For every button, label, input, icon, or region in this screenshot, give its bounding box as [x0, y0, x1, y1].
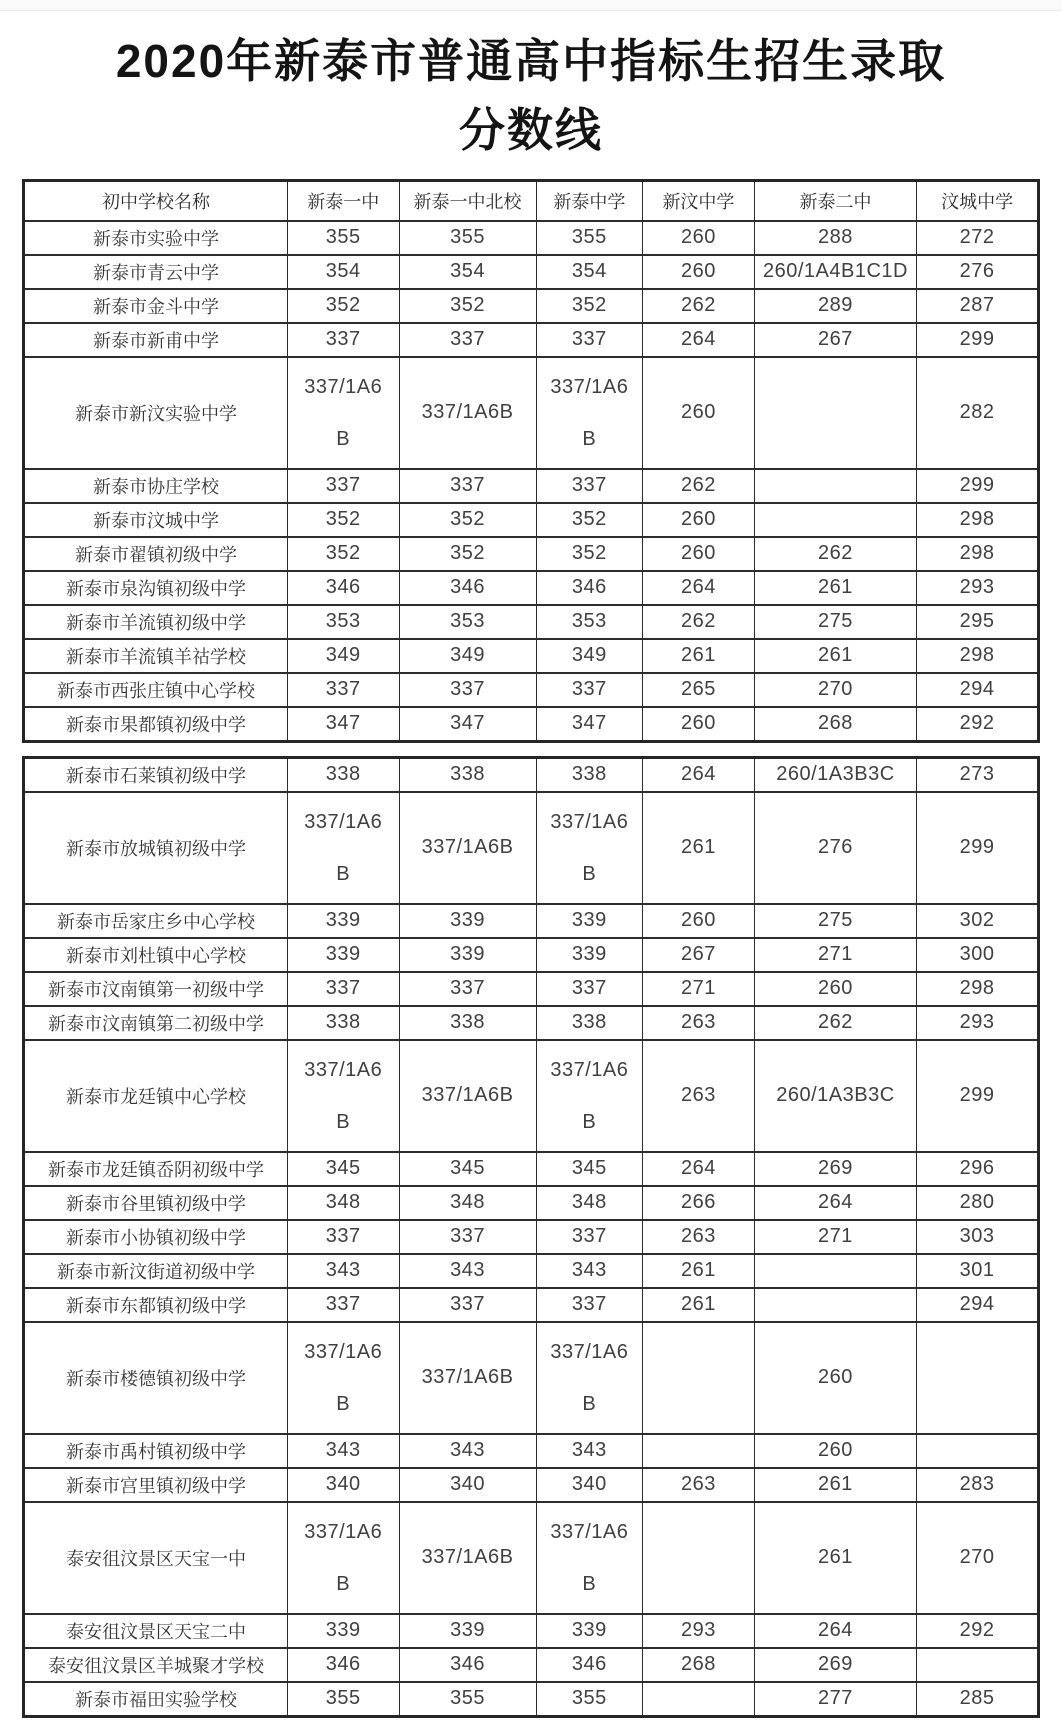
score-value-wrapped: 337/1A6B: [550, 1520, 629, 1595]
school-name-cell: 泰安徂汶景区羊城聚才学校: [24, 1648, 288, 1682]
score-cell: 337/1A6B: [399, 357, 536, 469]
score-cell: 265: [643, 673, 755, 707]
score-cell: 337: [536, 673, 643, 707]
score-cell: [536, 792, 643, 904]
score-cell: 294: [917, 1288, 1039, 1322]
score-cell: 339: [287, 938, 399, 972]
score-cell: 352: [287, 289, 399, 323]
score-cell: 345: [287, 1152, 399, 1186]
score-cell: 338: [536, 757, 643, 792]
column-header: 新泰一中: [287, 181, 399, 221]
score-cell: 337: [287, 972, 399, 1006]
score-cell: 264: [643, 1152, 755, 1186]
school-name-cell: 新泰市新汶实验中学: [24, 357, 288, 469]
score-cell: 273: [917, 757, 1039, 792]
score-cell: [917, 1322, 1039, 1434]
score-cell: 346: [536, 1648, 643, 1682]
table-row: [24, 1682, 1039, 1717]
score-cell: 260: [643, 537, 755, 571]
school-name-cell: 新泰市汶南镇第二初级中学: [24, 1006, 288, 1040]
score-cell: 337: [399, 323, 536, 357]
table-row: [24, 1434, 1039, 1468]
score-cell: 298: [917, 639, 1039, 673]
score-cell: 339: [536, 904, 643, 938]
column-header: 新泰二中: [754, 181, 916, 221]
score-cell: 293: [917, 571, 1039, 605]
score-value-wrapped: 337/1A6B: [304, 810, 383, 885]
score-cell: 345: [399, 1152, 536, 1186]
score-cell: 262: [643, 469, 755, 503]
column-header: 新泰中学: [536, 181, 643, 221]
score-cell: 348: [287, 1186, 399, 1220]
table-row: [24, 1288, 1039, 1322]
table-row: [24, 904, 1039, 938]
score-cell: 269: [754, 1648, 916, 1682]
school-name-cell: 新泰市禹村镇初级中学: [24, 1434, 288, 1468]
school-name-cell: 新泰市东都镇初级中学: [24, 1288, 288, 1322]
column-header: 汶城中学: [917, 181, 1039, 221]
score-cell: 340: [399, 1468, 536, 1502]
column-header: 新泰一中北校: [399, 181, 536, 221]
score-cell: 337/1A6B: [399, 1040, 536, 1152]
score-cell: 352: [536, 537, 643, 571]
table-row: [24, 938, 1039, 972]
score-cell: 301: [917, 1254, 1039, 1288]
score-cell: 352: [399, 537, 536, 571]
score-cell: 261: [643, 792, 755, 904]
score-cell: [643, 1434, 755, 1468]
school-name-cell: 新泰市协庄学校: [24, 469, 288, 503]
score-cell: [917, 1434, 1039, 1468]
score-cell: 338: [399, 757, 536, 792]
score-cell: [754, 1288, 916, 1322]
table-row: [24, 639, 1039, 673]
score-cell: 348: [399, 1186, 536, 1220]
score-tables-container: [0, 179, 1062, 1728]
score-cell: 353: [287, 605, 399, 639]
score-cell: 268: [754, 707, 916, 742]
score-cell: 267: [754, 323, 916, 357]
score-value-wrapped: 337/1A6B: [550, 1058, 629, 1133]
score-cell: [536, 357, 643, 469]
score-cell: 349: [536, 639, 643, 673]
table-row: [24, 792, 1039, 904]
score-cell: [754, 469, 916, 503]
score-cell: 352: [287, 503, 399, 537]
score-cell: 270: [754, 673, 916, 707]
page-top-strip: [0, 0, 1062, 11]
score-cell: 343: [536, 1254, 643, 1288]
score-cell: 261: [643, 1254, 755, 1288]
score-cell: 354: [536, 255, 643, 289]
score-cell: 283: [917, 1468, 1039, 1502]
score-cell: 262: [754, 537, 916, 571]
score-cell: 352: [536, 503, 643, 537]
score-cell: 337/1A6B: [399, 1502, 536, 1614]
score-cell: 337: [287, 1288, 399, 1322]
score-value-wrapped: 337/1A6B: [550, 375, 629, 450]
score-cell: 264: [754, 1186, 916, 1220]
score-cell: 349: [399, 639, 536, 673]
score-cell: 264: [643, 757, 755, 792]
school-name-cell: 新泰市青云中学: [24, 255, 288, 289]
score-cell: 298: [917, 537, 1039, 571]
school-name-cell: 新泰市宫里镇初级中学: [24, 1468, 288, 1502]
school-name-cell: 新泰市石莱镇初级中学: [24, 757, 288, 792]
score-cell: 343: [287, 1434, 399, 1468]
score-cell: 353: [536, 605, 643, 639]
score-cell: 275: [754, 904, 916, 938]
school-name-cell: 新泰市羊流镇羊祜学校: [24, 639, 288, 673]
table-row: [24, 571, 1039, 605]
score-cell: 261: [643, 639, 755, 673]
score-cell: 337: [287, 323, 399, 357]
score-cell: 280: [917, 1186, 1039, 1220]
score-cell: 340: [536, 1468, 643, 1502]
school-name-cell: 新泰市果都镇初级中学: [24, 707, 288, 742]
score-cell: 263: [643, 1468, 755, 1502]
score-cell: 337: [287, 673, 399, 707]
table-row: [24, 503, 1039, 537]
score-cell: 263: [643, 1220, 755, 1254]
score-cell: 264: [643, 323, 755, 357]
score-cell: 355: [536, 1682, 643, 1717]
score-cell: 292: [917, 707, 1039, 742]
score-value-wrapped: 337/1A6B: [304, 1058, 383, 1133]
score-cell: 267: [643, 938, 755, 972]
score-cell: 339: [399, 1614, 536, 1648]
score-cell: 337: [399, 1288, 536, 1322]
score-cell: 269: [754, 1152, 916, 1186]
score-cell: 339: [536, 938, 643, 972]
table-row: [24, 255, 1039, 289]
score-cell: 263: [643, 1040, 755, 1152]
score-cell: 337: [399, 1220, 536, 1254]
table-row: [24, 1186, 1039, 1220]
score-cell: 339: [399, 938, 536, 972]
table-row: [24, 1254, 1039, 1288]
score-cell: 338: [287, 757, 399, 792]
school-name-cell: 泰安徂汶景区天宝二中: [24, 1614, 288, 1648]
table-row: [24, 972, 1039, 1006]
table-row: [24, 1040, 1039, 1152]
score-cell: 349: [287, 639, 399, 673]
score-cell: 343: [536, 1434, 643, 1468]
score-cell: 337: [287, 1220, 399, 1254]
score-cell: 261: [643, 1288, 755, 1322]
score-cell: 262: [754, 1006, 916, 1040]
score-cell: 261: [754, 1502, 916, 1614]
score-cell: 299: [917, 469, 1039, 503]
score-cell: 299: [917, 323, 1039, 357]
score-table-section-2: [22, 756, 1040, 1718]
score-cell: 260: [643, 357, 755, 469]
column-header: 初中学校名称: [24, 181, 288, 221]
score-cell: 353: [399, 605, 536, 639]
score-cell: 337: [287, 469, 399, 503]
score-cell: 337/1A6B: [399, 1322, 536, 1434]
score-cell: 262: [643, 605, 755, 639]
table-row: [24, 1468, 1039, 1502]
score-cell: 264: [643, 571, 755, 605]
score-cell: 343: [399, 1434, 536, 1468]
table-row: [24, 323, 1039, 357]
score-cell: 270: [917, 1502, 1039, 1614]
table-row: [24, 357, 1039, 469]
score-value-wrapped: 337/1A6B: [550, 810, 629, 885]
table-row: [24, 1152, 1039, 1186]
score-cell: 260: [643, 221, 755, 255]
school-name-cell: 泰安徂汶景区天宝一中: [24, 1502, 288, 1614]
score-cell: 337: [536, 469, 643, 503]
score-cell: 276: [917, 255, 1039, 289]
score-cell: 260/1A3B3C: [754, 757, 916, 792]
table-row: [24, 221, 1039, 255]
score-cell: 338: [287, 1006, 399, 1040]
score-cell: 352: [399, 289, 536, 323]
school-name-cell: 新泰市金斗中学: [24, 289, 288, 323]
score-cell: [536, 1322, 643, 1434]
score-cell: 272: [917, 221, 1039, 255]
table-row: [24, 673, 1039, 707]
school-name-cell: 新泰市龙廷镇中心学校: [24, 1040, 288, 1152]
score-cell: 294: [917, 673, 1039, 707]
school-name-cell: 新泰市汶城中学: [24, 503, 288, 537]
score-cell: 352: [287, 537, 399, 571]
score-cell: [643, 1682, 755, 1717]
table-row: [24, 1502, 1039, 1614]
score-cell: 339: [399, 904, 536, 938]
score-cell: 266: [643, 1186, 755, 1220]
score-cell: 346: [287, 1648, 399, 1682]
score-cell: 346: [287, 571, 399, 605]
score-cell: 300: [917, 938, 1039, 972]
school-name-cell: 新泰市小协镇初级中学: [24, 1220, 288, 1254]
score-cell: 343: [399, 1254, 536, 1288]
page-title: [30, 27, 1032, 165]
score-cell: 354: [399, 255, 536, 289]
score-cell: [287, 1040, 399, 1152]
score-cell: [287, 1322, 399, 1434]
score-cell: [536, 1502, 643, 1614]
score-cell: 260/1A3B3C: [754, 1040, 916, 1152]
score-cell: 343: [287, 1254, 399, 1288]
school-name-cell: 新泰市刘杜镇中心学校: [24, 938, 288, 972]
score-cell: 337: [536, 1288, 643, 1322]
score-cell: 261: [754, 639, 916, 673]
score-cell: 260: [754, 1322, 916, 1434]
score-cell: 339: [536, 1614, 643, 1648]
score-cell: 347: [287, 707, 399, 742]
score-cell: 298: [917, 503, 1039, 537]
score-cell: 337: [399, 673, 536, 707]
score-cell: 337: [399, 469, 536, 503]
school-name-cell: 新泰市谷里镇初级中学: [24, 1186, 288, 1220]
score-cell: 339: [287, 1614, 399, 1648]
score-cell: 289: [754, 289, 916, 323]
school-name-cell: 新泰市泉沟镇初级中学: [24, 571, 288, 605]
score-cell: 262: [643, 289, 755, 323]
score-cell: 293: [643, 1614, 755, 1648]
score-cell: 340: [287, 1468, 399, 1502]
score-cell: [287, 1502, 399, 1614]
score-cell: 345: [536, 1152, 643, 1186]
score-cell: [754, 503, 916, 537]
score-cell: 355: [536, 221, 643, 255]
score-cell: 282: [917, 357, 1039, 469]
score-cell: 275: [754, 605, 916, 639]
score-cell: 260/1A4B1C1D: [754, 255, 916, 289]
table-row: [24, 757, 1039, 792]
score-cell: 346: [536, 571, 643, 605]
score-cell: 346: [399, 1648, 536, 1682]
score-cell: 354: [287, 255, 399, 289]
school-name-cell: 新泰市实验中学: [24, 221, 288, 255]
score-table-section-1: [22, 179, 1040, 743]
score-cell: 347: [536, 707, 643, 742]
page-title-line2: 分数线: [459, 104, 603, 156]
score-cell: 355: [287, 221, 399, 255]
score-cell: [643, 1322, 755, 1434]
score-cell: 337: [399, 972, 536, 1006]
score-cell: 302: [917, 904, 1039, 938]
score-cell: 271: [754, 938, 916, 972]
score-cell: 293: [917, 1006, 1039, 1040]
score-cell: 260: [643, 503, 755, 537]
score-cell: 346: [399, 571, 536, 605]
school-name-cell: 新泰市龙廷镇岙阴初级中学: [24, 1152, 288, 1186]
score-cell: 298: [917, 972, 1039, 1006]
table-row: [24, 1322, 1039, 1434]
score-cell: 337: [536, 972, 643, 1006]
score-cell: [536, 1040, 643, 1152]
score-cell: 276: [754, 792, 916, 904]
school-name-cell: 新泰市楼德镇初级中学: [24, 1322, 288, 1434]
score-cell: 264: [754, 1614, 916, 1648]
score-cell: 260: [643, 904, 755, 938]
table-row: [24, 1006, 1039, 1040]
score-cell: [643, 1502, 755, 1614]
table-row: [24, 707, 1039, 742]
score-cell: 287: [917, 289, 1039, 323]
score-cell: [754, 1254, 916, 1288]
school-name-cell: 新泰市新甫中学: [24, 323, 288, 357]
school-name-cell: 新泰市汶南镇第一初级中学: [24, 972, 288, 1006]
school-name-cell: 新泰市翟镇初级中学: [24, 537, 288, 571]
score-value-wrapped: 337/1A6B: [304, 1340, 383, 1415]
table-row: [24, 605, 1039, 639]
score-cell: 352: [399, 503, 536, 537]
score-cell: 352: [536, 289, 643, 323]
score-cell: 260: [754, 972, 916, 1006]
score-cell: 285: [917, 1682, 1039, 1717]
score-cell: 295: [917, 605, 1039, 639]
school-name-cell: 新泰市新汶街道初级中学: [24, 1254, 288, 1288]
score-cell: 260: [754, 1434, 916, 1468]
score-cell: [917, 1648, 1039, 1682]
score-cell: 268: [643, 1648, 755, 1682]
score-cell: 337: [536, 323, 643, 357]
score-value-wrapped: 337/1A6B: [550, 1340, 629, 1415]
table-row: [24, 469, 1039, 503]
score-cell: 338: [536, 1006, 643, 1040]
score-cell: 288: [754, 221, 916, 255]
score-cell: 261: [754, 1468, 916, 1502]
page-title-line1: 2020年新泰市普通高中指标生招生录取: [115, 35, 947, 87]
score-cell: 263: [643, 1006, 755, 1040]
score-cell: 339: [287, 904, 399, 938]
school-name-cell: 新泰市西张庄镇中心学校: [24, 673, 288, 707]
score-cell: [287, 792, 399, 904]
score-cell: 338: [399, 1006, 536, 1040]
score-cell: 261: [754, 571, 916, 605]
table-row: [24, 289, 1039, 323]
score-cell: 271: [643, 972, 755, 1006]
score-cell: [287, 357, 399, 469]
column-header: 新汶中学: [643, 181, 755, 221]
score-value-wrapped: 337/1A6B: [304, 375, 383, 450]
score-cell: 355: [399, 1682, 536, 1717]
score-value-wrapped: 337/1A6B: [304, 1520, 383, 1595]
score-cell: 355: [287, 1682, 399, 1717]
score-cell: 260: [643, 707, 755, 742]
score-cell: 337: [536, 1220, 643, 1254]
score-cell: 260: [643, 255, 755, 289]
score-cell: 303: [917, 1220, 1039, 1254]
score-cell: 299: [917, 1040, 1039, 1152]
school-name-cell: 新泰市福田实验学校: [24, 1682, 288, 1717]
school-name-cell: 新泰市羊流镇初级中学: [24, 605, 288, 639]
score-cell: [754, 357, 916, 469]
score-cell: 299: [917, 792, 1039, 904]
score-cell: 296: [917, 1152, 1039, 1186]
table-row: [24, 1648, 1039, 1682]
score-cell: 337/1A6B: [399, 792, 536, 904]
table-row: [24, 537, 1039, 571]
school-name-cell: 新泰市放城镇初级中学: [24, 792, 288, 904]
table-row: [24, 1220, 1039, 1254]
score-cell: 292: [917, 1614, 1039, 1648]
score-cell: 348: [536, 1186, 643, 1220]
score-cell: 271: [754, 1220, 916, 1254]
score-cell: 347: [399, 707, 536, 742]
score-cell: 277: [754, 1682, 916, 1717]
school-name-cell: 新泰市岳家庄乡中心学校: [24, 904, 288, 938]
score-cell: 355: [399, 221, 536, 255]
table-row: [24, 1614, 1039, 1648]
